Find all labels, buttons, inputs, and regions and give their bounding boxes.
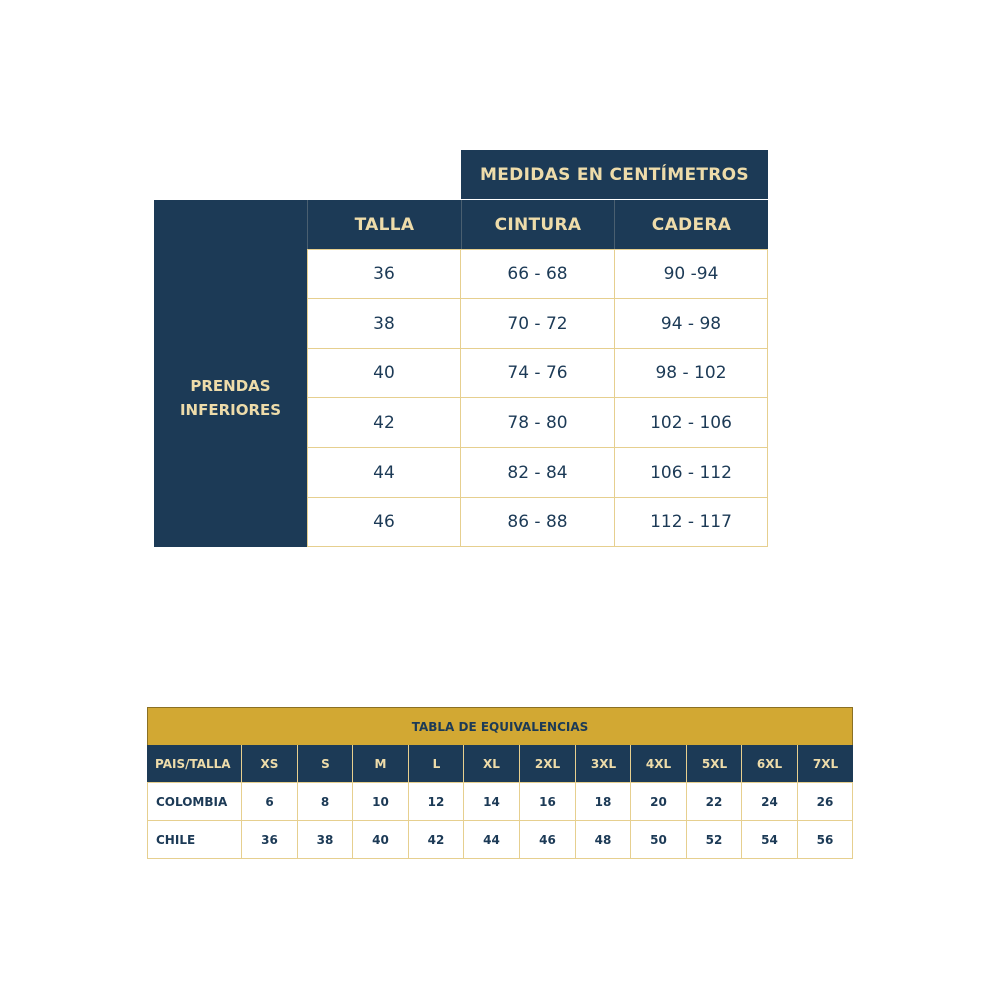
size-cell: 40 xyxy=(307,348,461,398)
size-value-cell: 46 xyxy=(519,820,576,859)
size-cell: 44 xyxy=(307,447,461,498)
waist-cell: 86 - 88 xyxy=(460,497,615,547)
header-cell-size: L xyxy=(408,745,464,783)
size-value-cell: 42 xyxy=(408,820,464,859)
size-value-cell: 50 xyxy=(630,820,687,859)
category-label-cell xyxy=(154,200,307,547)
hip-cell: 106 - 112 xyxy=(614,447,768,498)
country-cell: COLOMBIA xyxy=(147,782,242,821)
country-cell: CHILE xyxy=(147,820,242,859)
waist-cell: 74 - 76 xyxy=(460,348,615,398)
size-value-cell: 10 xyxy=(352,782,409,821)
header-cell-size: XS xyxy=(241,745,297,783)
header-cell-size: M xyxy=(352,745,408,783)
size-value-cell: 20 xyxy=(630,782,687,821)
size-value-cell: 14 xyxy=(463,782,520,821)
size-value-cell: 24 xyxy=(741,782,798,821)
waist-cell: 78 - 80 xyxy=(460,397,615,448)
size-value-cell: 18 xyxy=(575,782,631,821)
header-cell-size: 3XL xyxy=(575,745,631,783)
header-cell-pais-talla: PAIS/TALLA xyxy=(147,745,241,783)
size-value-cell: 22 xyxy=(686,782,742,821)
column-header-talla: TALLA xyxy=(307,200,461,249)
hip-cell: 90 -94 xyxy=(614,249,768,299)
waist-cell: 70 - 72 xyxy=(460,298,615,349)
hip-cell: 112 - 117 xyxy=(614,497,768,547)
size-cell: 36 xyxy=(307,249,461,299)
hip-cell: 94 - 98 xyxy=(614,298,768,349)
measurements-header: MEDIDAS EN CENTÍMETROS xyxy=(461,150,768,199)
header-cell-size: 4XL xyxy=(630,745,686,783)
header-cell-size: 6XL xyxy=(741,745,797,783)
category-label: PRENDAS INFERIORES xyxy=(179,377,282,419)
column-header-cintura: CINTURA xyxy=(461,200,614,249)
header-cell-size: 2XL xyxy=(519,745,575,783)
size-value-cell: 36 xyxy=(241,820,298,859)
size-value-cell: 12 xyxy=(408,782,464,821)
header-cell-size: S xyxy=(297,745,353,783)
size-value-cell: 44 xyxy=(463,820,520,859)
size-value-cell: 54 xyxy=(741,820,798,859)
size-value-cell: 6 xyxy=(241,782,298,821)
size-value-cell: 56 xyxy=(797,820,853,859)
header-cell-size: 7XL xyxy=(797,745,853,783)
size-value-cell: 48 xyxy=(575,820,631,859)
column-header-cadera: CADERA xyxy=(614,200,768,249)
size-cell: 42 xyxy=(307,397,461,448)
hip-cell: 102 - 106 xyxy=(614,397,768,448)
header-cell-size: 5XL xyxy=(686,745,742,783)
equivalence-table-title: TABLA DE EQUIVALENCIAS xyxy=(147,707,853,746)
size-value-cell: 16 xyxy=(519,782,576,821)
hip-cell: 98 - 102 xyxy=(614,348,768,398)
size-value-cell: 26 xyxy=(797,782,853,821)
waist-cell: 66 - 68 xyxy=(460,249,615,299)
size-value-cell: 8 xyxy=(297,782,353,821)
size-cell: 46 xyxy=(307,497,461,547)
size-cell: 38 xyxy=(307,298,461,349)
size-value-cell: 38 xyxy=(297,820,353,859)
waist-cell: 82 - 84 xyxy=(460,447,615,498)
size-value-cell: 52 xyxy=(686,820,742,859)
size-value-cell: 40 xyxy=(352,820,409,859)
header-cell-size: XL xyxy=(463,745,519,783)
